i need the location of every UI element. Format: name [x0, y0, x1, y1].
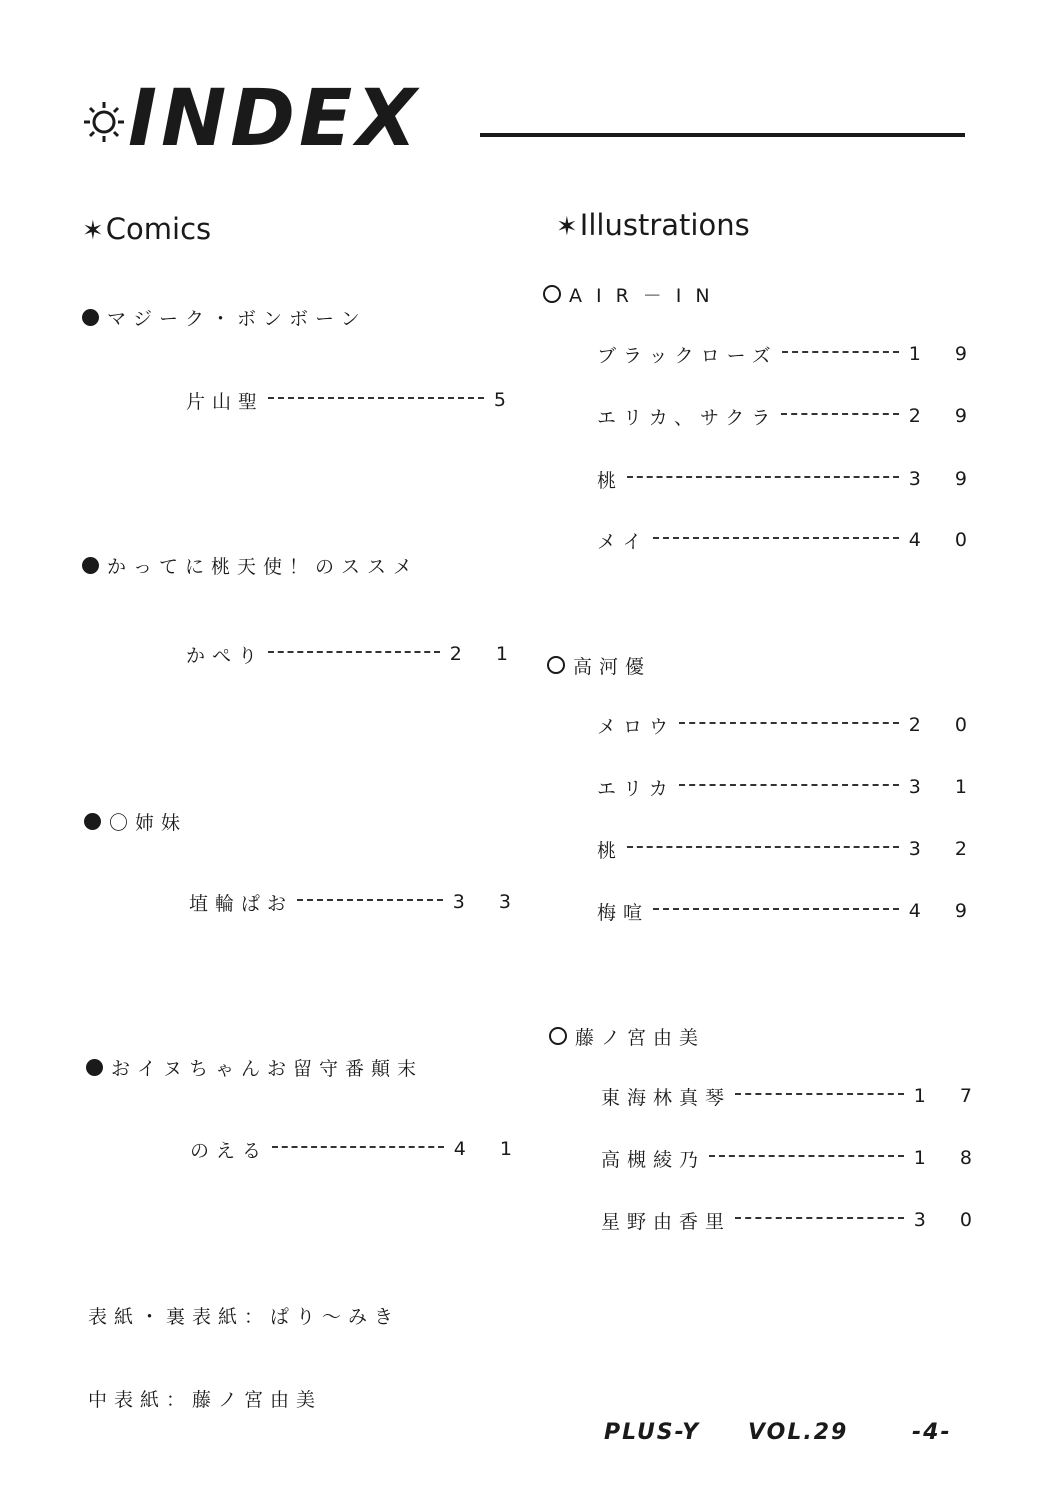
illustration-entry — [597, 773, 981, 801]
footer-volume: VOL.29 — [748, 1420, 849, 1445]
illustration-entry — [601, 1206, 986, 1234]
dot-leader — [653, 908, 899, 910]
illustration-title: ブラックローズ — [597, 344, 778, 367]
illustration-title: メロウ — [597, 715, 676, 738]
comic-entry — [189, 888, 525, 916]
bullet-icon — [84, 813, 101, 830]
illustration-title: エリカ、サクラ — [597, 406, 778, 429]
illustration-title: エリカ — [597, 777, 675, 800]
page-number: 3 1 — [908, 776, 981, 798]
page-title: INDEX — [128, 74, 421, 164]
dot-leader — [781, 413, 898, 415]
illustration-entry — [597, 711, 981, 739]
bullet-icon — [86, 1059, 103, 1076]
comic-title: おイヌちゃんお留守番顛末 — [86, 1054, 423, 1081]
page-number: 3 0 — [913, 1209, 986, 1231]
comic-entry — [186, 640, 522, 668]
dot-leader — [653, 537, 899, 539]
star-icon: ✶ — [82, 216, 104, 246]
page-number: 4 0 — [908, 529, 981, 551]
title-rule — [480, 133, 965, 137]
page-number: 5 — [493, 389, 520, 411]
dot-leader — [268, 397, 484, 399]
comic-title: マジーク・ボンボーン — [82, 304, 367, 331]
dot-leader — [297, 899, 443, 901]
cover-credit: 表紙・裏表紙：ぱり～みき — [88, 1306, 401, 1328]
comic-entry — [190, 1135, 526, 1163]
page-number: 1 7 — [913, 1085, 986, 1107]
comic-entry — [186, 386, 520, 414]
illustration-title: 桃 — [597, 469, 624, 492]
dot-leader — [679, 784, 899, 786]
dot-leader — [627, 476, 899, 478]
illustration-title: 桃 — [597, 839, 624, 862]
footer-page-number: -4- — [912, 1420, 952, 1445]
page-number: 2 9 — [908, 405, 981, 427]
bullet-icon — [82, 309, 99, 326]
dot-leader — [627, 846, 899, 848]
illustration-title: 星野由香里 — [601, 1210, 732, 1233]
dot-leader — [709, 1155, 904, 1157]
illustration-title: 梅喧 — [597, 901, 650, 924]
circle-icon — [547, 656, 565, 674]
illustrations-heading: ✶Illustrations — [556, 208, 750, 242]
page-number: 2 0 — [908, 714, 981, 736]
comic-author: かぺり — [186, 644, 265, 667]
page-number: 3 3 — [452, 891, 525, 913]
page-number: 4 1 — [453, 1138, 526, 1160]
page-number: 3 2 — [908, 838, 981, 860]
sun-icon — [82, 100, 126, 144]
illustration-entry — [597, 835, 981, 863]
inner-cover-credit: 中表紙：藤ノ宮由美 — [88, 1389, 323, 1411]
footer-publication: PLUS-Y — [604, 1420, 701, 1445]
comic-title: かってに桃天使！のススメ — [82, 552, 419, 579]
page-number: 1 8 — [913, 1147, 986, 1169]
dot-leader — [272, 1146, 444, 1148]
page-number: 2 1 — [449, 643, 522, 665]
illustration-title: 高槻綾乃 — [601, 1148, 706, 1171]
page-number: 4 9 — [908, 900, 981, 922]
star-icon: ✶ — [556, 212, 578, 242]
dot-leader — [679, 722, 899, 724]
page-number: 1 9 — [908, 343, 981, 365]
artist-heading: 高河優 — [547, 652, 651, 679]
page-number: 3 9 — [908, 468, 981, 490]
comic-author: 埴輪ぱお — [189, 892, 294, 915]
dot-leader — [268, 651, 440, 653]
dot-leader — [735, 1093, 904, 1095]
dot-leader — [735, 1217, 904, 1219]
illustration-entry — [601, 1144, 986, 1172]
comic-title: 〇姉妹 — [84, 808, 187, 835]
dot-leader — [782, 351, 899, 353]
illustration-entry — [597, 402, 981, 430]
comic-author: のえる — [190, 1139, 269, 1162]
artist-heading: 藤ノ宮由美 — [549, 1023, 705, 1050]
circle-icon — [543, 285, 561, 303]
illustration-entry — [597, 526, 981, 554]
comic-author: 片山聖 — [186, 390, 265, 413]
comics-heading: ✶Comics — [82, 212, 212, 246]
illustration-entry — [601, 1082, 986, 1110]
illustration-title: メイ — [597, 530, 649, 553]
illustration-title: 東海林真琴 — [601, 1086, 732, 1109]
illustration-entry — [597, 340, 981, 368]
bullet-icon — [82, 557, 99, 574]
illustration-entry — [597, 465, 981, 493]
circle-icon — [549, 1027, 567, 1045]
illustration-entry — [597, 897, 981, 925]
artist-heading: AIR－IN — [543, 281, 724, 308]
